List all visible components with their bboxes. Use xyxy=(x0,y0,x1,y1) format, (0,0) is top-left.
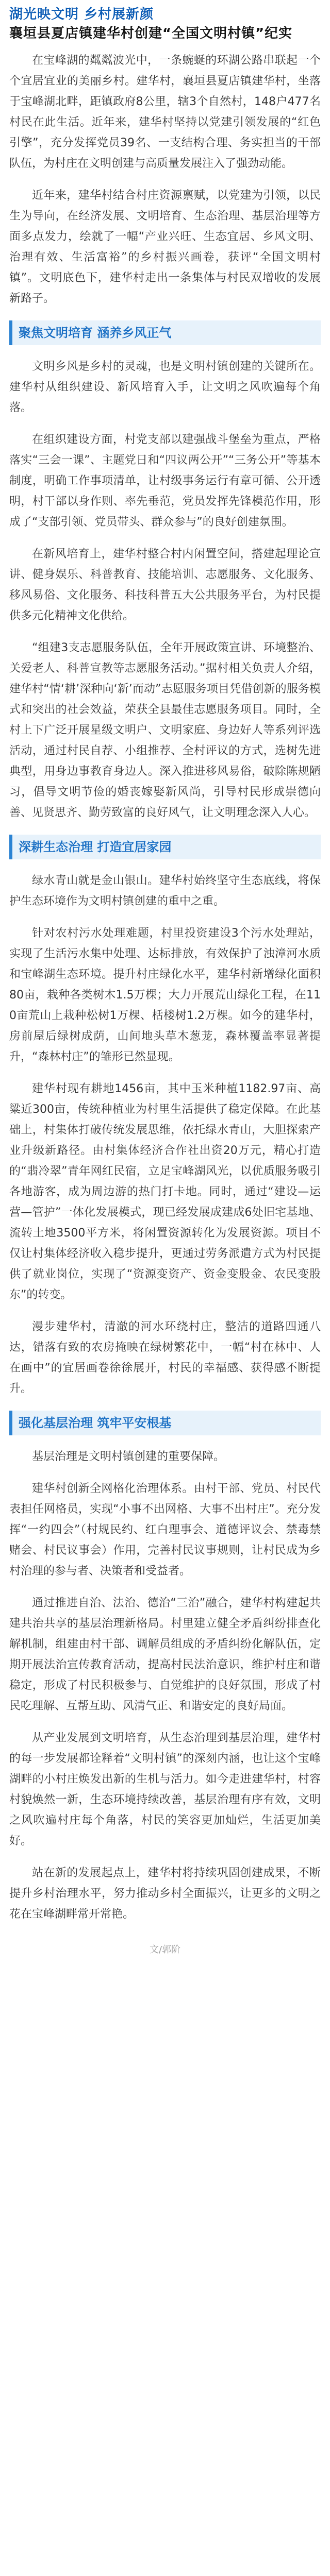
body-paragraph: 站在新的发展起点上，建华村将持续巩固创建成果，不断提升乡村治理水平，努力推动乡村全面振兴，让更多的文明之花在宝峰湖畔常开常艳。 xyxy=(9,1867,321,1921)
body-paragraph: 通过推进自治、法治、德治“三治”融合，建华村构建起共建共治共享的基层治理新格局。村里建立健全矛盾纠纷排查化解机制，组建由村干部、调解员组成的矛盾纠纷化解队伍，定期开展法治宣传教育活动，提高村民法治意识，维护村庄和谐稳定，形成了村民积极参与、自觉维护的良好氛围，形成了村民吃理解、互帮互助、风清气正、和谐安定的良好局面。 xyxy=(9,1597,321,1713)
article-kicker: 湖光映文明 乡村展新颜 xyxy=(9,7,154,22)
body-paragraph: “组建3支志愿服务队伍，全年开展政策宣讲、环境整治、关爱老人、科普宣教等志愿服务活动。”据村相关负责人介绍，建华村“情‘耕’深种向‘新’而动”志愿服务项目凭借创新的服务模式和突出的社会效益，荣获全县最佳志愿服务项目。同时，全村上下广泛开展星级文明户、文明家庭、身边好人等系列评选活动，通过村民自荐、小组推荐、全村评议的方式，选树先进典型，用身边事教育身边人。深入推进移风易俗，破除陈规陋习，倡导文明节俭的婚丧嫁娶新风尚，引导村民形成崇德向善、见贤思齐、勤劳致富的良好风气，让文明理念深入人心。 xyxy=(9,641,321,819)
body-paragraph: 在新风培育上，建华村整合村内闲置空间，搭建起理论宣讲、健身娱乐、科普教育、技能培训、志愿服务、文化服务、移风易俗、文化服务、科技科普五大公共服务平台，为村民提供多元化精神文化供给。 xyxy=(9,548,321,622)
article-headline: 襄垣县夏店镇建华村创建“全国文明村镇”纪实 xyxy=(9,26,293,41)
body-paragraph: 在组织建设方面，村党支部以建强战斗堡垒为重点，严格落实“三会一课”、主题党日和“四议两公开”“三务公开”等基本制度，明确工作事项清单，让村级事务运行有章可循、公开透明，村干部以身作则、率先垂范，党员发挥先锋模范作用，形成了“支部引领、党员带头、群众参与”的良好创建氛围。 xyxy=(9,433,321,529)
intro-paragraph: 近年来，建华村结合村庄资源禀赋，以党建为引领，以民生为导向，在经济发展、文明培育、生态治理、基层治理等方面多点发力，绘就了一幅“产业兴旺、生态宜居、乡风文明、治理有效、生活富裕”的乡村振兴画卷，获评“全国文明村镇”。文明底色下，建华村走出一条集体与村民双增收的发展新路子。 xyxy=(9,189,321,305)
section-heading: 聚焦文明培育 涵养乡风正气 xyxy=(9,320,321,345)
body-paragraph: 建华村创新全网格化治理体系。由村干部、党员、村民代表担任网格员，实现“小事不出网格、大事不出村庄”。充分发挥“一约四会”（村规民约、红白理事会、道德评议会、禁毒禁赌会、村民议事会）作用，完善村民议事规则，让村民成为乡村治理的参与者、决策者和受益者。 xyxy=(9,1482,321,1578)
body-paragraph: 文明乡风是乡村的灵魂，也是文明村镇创建的关键所在。建华村从组织建设、新风培育入手，让文明之风吹遍每个角落。 xyxy=(9,360,321,414)
body-paragraph: 绿水青山就是金山银山。建华村始终坚守生态底线，将保护生态环境作为文明村镇创建的重中之重。 xyxy=(9,874,321,908)
byline: 文/郭阶 xyxy=(149,1944,181,1955)
body-paragraph: 基层治理是文明村镇创建的重要保障。 xyxy=(32,1450,225,1463)
body-paragraph: 建华村现有耕地1456亩，其中玉米种植1182.97亩、高粱近300亩，传统种植业为村里生活提供了稳定保障。在此基础上，村集体打破传统发展思维，依托绿水青山，大胆探索产业升级新路径。由村集体经济合作社出资20万元，精心打造的“翡冷翠”青年网红民宿，立足宝峰湖风光，以优质服务吸引各地游客，成为周边游的热门打卡地。同时，通过“建设—运营—管护”一体化发展模式，现已经发展成建成6处旧宅基地、流转土地3500平方米，将闲置资源转化为发展资源。项目不仅让村集体经济收入稳步提升，更通过劳务派遣方式为村民提供了就业岗位，实现了“资源变资产、资金变股金、农民变股东”的转变。 xyxy=(9,1082,321,1301)
body-paragraph: 漫步建华村，清澈的河水环绕村庄，整洁的道路四通八达，错落有致的农房掩映在绿树繁花中，一幅“村在林中、人在画中”的宜居画卷徐徐展开，村民的幸福感、获得感不断提升。 xyxy=(9,1320,321,1395)
body-paragraph: 从产业发展到文明培育，从生态治理到基层治理，建华村的每一步发展都诠释着“文明村镇”的深刻内涵，也让这个宝峰湖畔的小村庄焕发出新的生机与活力。如今走进建华村，村容村貌焕然一新，生态环境持续改善，基层治理有序有效，文明之风吹遍村庄每个角落，村民的笑容更加灿烂，生活更加美好。 xyxy=(9,1732,321,1848)
section-heading: 深耕生态治理 打造宜居家园 xyxy=(9,835,321,859)
intro-paragraph: 在宝峰湖的粼粼波光中，一条蜿蜒的环湖公路串联起一个个宜居宜业的美丽乡村。建华村，襄垣县夏店镇建华村，坐落于宝峰湖北畔，距镇政府8公里，辖3个自然村，148户477名村民在此生活。近年来，建华村坚持以党建引领发展的“红色引擎”，充分发挥党员39名、一支结构合理、务实担当的干部队伍，为村庄在文明创建与高质量发展注入了强劲动能。 xyxy=(9,54,321,170)
section-heading: 强化基层治理 筑牢平安根基 xyxy=(9,1411,321,1435)
body-paragraph: 针对农村污水处理难题，村里投资建设3个污水处理站，实现了生活污水集中处理、达标排放，有效保护了浊漳河水质和宝峰湖生态环境。提升村庄绿化水平，建华村新增绿化面积80亩，栽种各类树木1.5万棵；大力开展荒山绿化工程，在110亩荒山上栽种松树1万棵、栝楼树1.2万棵。如今的建华村，房前屋后绿树成荫，山间地头草木葱茏，森林覆盖率显著提升，“森林村庄”的雏形已然显现。 xyxy=(9,927,321,1063)
